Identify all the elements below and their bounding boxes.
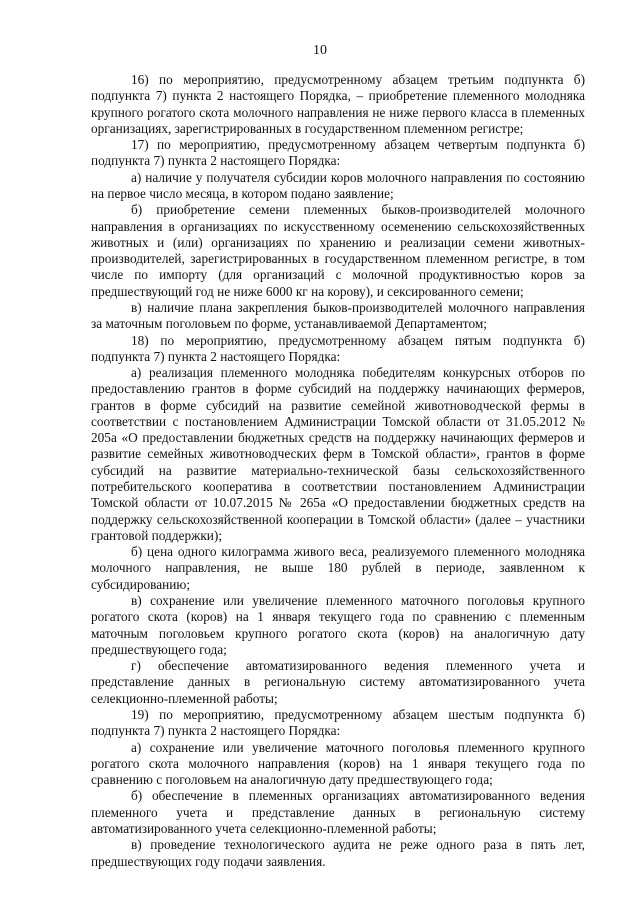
paragraph-19-v: в) проведение технологического аудита не реже одного раза в пять лет, предшествующих году подачи заявления.	[91, 837, 585, 869]
paragraph-18-g: г) обеспечение автоматизированного ведения племенного учета и представление данных в региональную систему автоматизированного учета селекционно-племенной работы;	[91, 658, 585, 706]
paragraph-18-a: а) реализация племенного молодняка победителям конкурсных отборов по предоставлению грантов в форме субсидий на поддержку начинающих фермеров, грантов в форме субсидий на развитие семейной животноводческой фермы в соответствии с постановлением Администрации Томской области от 31.05.2012 № 205а «О предоставлении бюджетных средств на поддержку начинающих фермеров и развитие семейных животноводческих ферм в Томской области», грантов в форме субсидий на развитие материально-технической базы сельскохозяйственного потребительского кооператива в соответствии постановлением Администрации Томской области от 10.07.2015 № 265а «О предоставлении бюджетных средств на поддержку сельскохозяйственной кооперации в Томской области» (далее – участники грантовой поддержки);	[91, 365, 585, 543]
paragraph-18-v: в) сохранение или увеличение племенного маточного поголовья крупного рогатого скота (коров) на 1 января текущего года по сравнению с племенным маточным поголовьем крупного рогатого скота (коров) на аналогичную дату предшествующего года;	[91, 593, 585, 657]
paragraph-17: 17) по мероприятию, предусмотренному абзацем четвертым подпункта б) подпункта 7) пункта 2 настоящего Порядка:	[91, 137, 585, 169]
paragraph-16: 16) по мероприятию, предусмотренному абзацем третьим подпункта б) подпункта 7) пункта 2 настоящего Порядка, – приобретение племенного молодняка крупного рогатого скота молочного направления не ниже первого класса в племенных организациях, зарегистрированных в государственном племенном регистре;	[91, 72, 585, 136]
document-body	[91, 72, 585, 870]
page-number: 10	[313, 43, 327, 58]
paragraph-18-b: б) цена одного килограмма живого веса, реализуемого племенного молодняка молочного направления, не выше 180 рублей в периоде, заявленном к субсидированию;	[91, 544, 585, 592]
paragraph-18: 18) по мероприятию, предусмотренному абзацем пятым подпункта б) подпункта 7) пункта 2 настоящего Порядка:	[91, 332, 585, 364]
paragraph-17-v: в) наличие плана закрепления быков-производителей молочного направления за маточным поголовьем по форме, устанавливаемой Департаментом;	[91, 299, 585, 332]
paragraph-17-a: а) наличие у получателя субсидии коров молочного направления по состоянию на первое число месяца, в котором подано заявление;	[91, 169, 585, 201]
paragraph-19: 19) по мероприятию, предусмотренному абзацем шестым подпункта б) подпункта 7) пункта 2 настоящего Порядка:	[91, 706, 585, 739]
paragraph-17-b: б) приобретение семени племенных быков-производителей молочного направления в организациях по искусственному осеменению сельскохозяйственных животных и (или) организациях по хранению и реализации семени животных-производителей, зарегистрированных в государственном племенном регистре, в том числе по импорту (для организаций с молочной продуктивностью коров за предшествующий год не ниже 6000 кг на корову), и сексированного семени;	[91, 202, 585, 299]
paragraph-19-a: а) сохранение или увеличение маточного поголовья племенного крупного рогатого скота молочного направления (коров) на 1 января текущего года по сравнению с поголовьем на аналогичную дату предшествующего года;	[91, 739, 585, 788]
paragraph-19-b: б) обеспечение в племенных организациях автоматизированного ведения племенного учета и представление данных в региональную систему автоматизированного учета селекционно-племенной работы;	[91, 788, 585, 836]
